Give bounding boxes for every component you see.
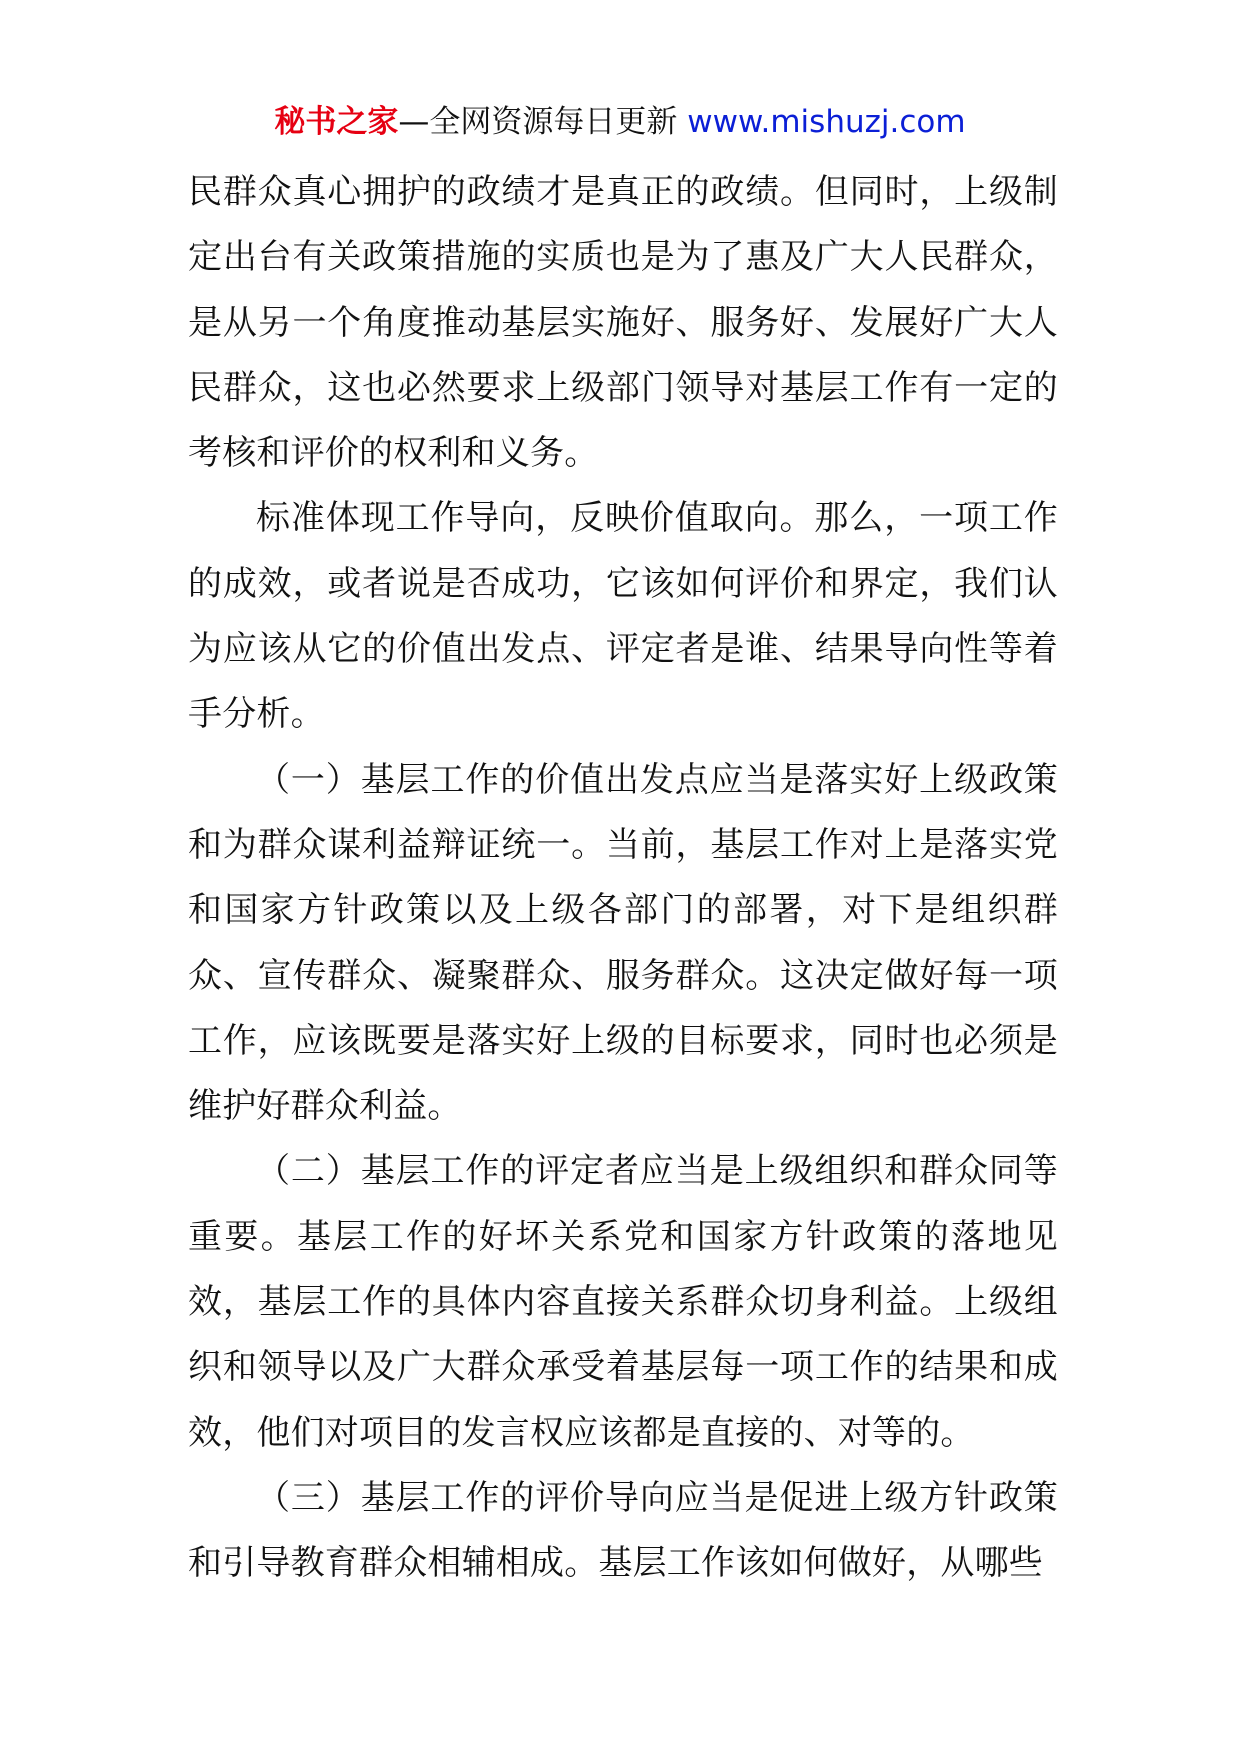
- paragraph-5: （三）基层工作的评价导向应当是促进上级方针政策和引导教育群众相辅相成。基层工作该如何做好，从哪些: [188, 1477, 1058, 1584]
- document-body: [188, 160, 1058, 1597]
- paragraph-2: 标准体现工作导向，反映价值取向。那么，一项工作的成效，或者说是否成功，它该如何评价和界定，我们认为应该从它的价值出发点、评定者是谁、结果导向性等着手分析。: [188, 498, 1058, 735]
- paragraph-3: （一）基层工作的价值出发点应当是落实好上级政策和为群众谋利益辩证统一。当前，基层工作对上是落实党和国家方针政策以及上级各部门的部署，对下是组织群众、宣传群众、凝聚群众、服务群众。这决定做好每一项工作，应该既要是落实好上级的目标要求，同时也必须是维护好群众利益。: [188, 759, 1058, 1127]
- site-url-link[interactable]: www.mishuzj.com: [687, 104, 966, 140]
- header-tagline: —全网资源每日更新: [398, 104, 678, 140]
- paragraph-4: （二）基层工作的评定者应当是上级组织和群众同等重要。基层工作的好坏关系党和国家方针政策的落地见效，基层工作的具体内容直接关系群众切身利益。上级组织和领导以及广大群众承受着基层每一项工作的结果和成效，他们对项目的发言权应该都是直接的、对等的。: [188, 1151, 1058, 1453]
- brand-name: 秘书之家: [274, 104, 399, 140]
- site-header: [0, 100, 1240, 144]
- paragraph-1: 民群众真心拥护的政绩才是真正的政绩。但同时，上级制定出台有关政策措施的实质也是为了惠及广大人民群众，是从另一个角度推动基层实施好、服务好、发展好广大人民群众，这也必然要求上级部门领导对基层工作有一定的考核和评价的权利和义务。: [188, 172, 1058, 474]
